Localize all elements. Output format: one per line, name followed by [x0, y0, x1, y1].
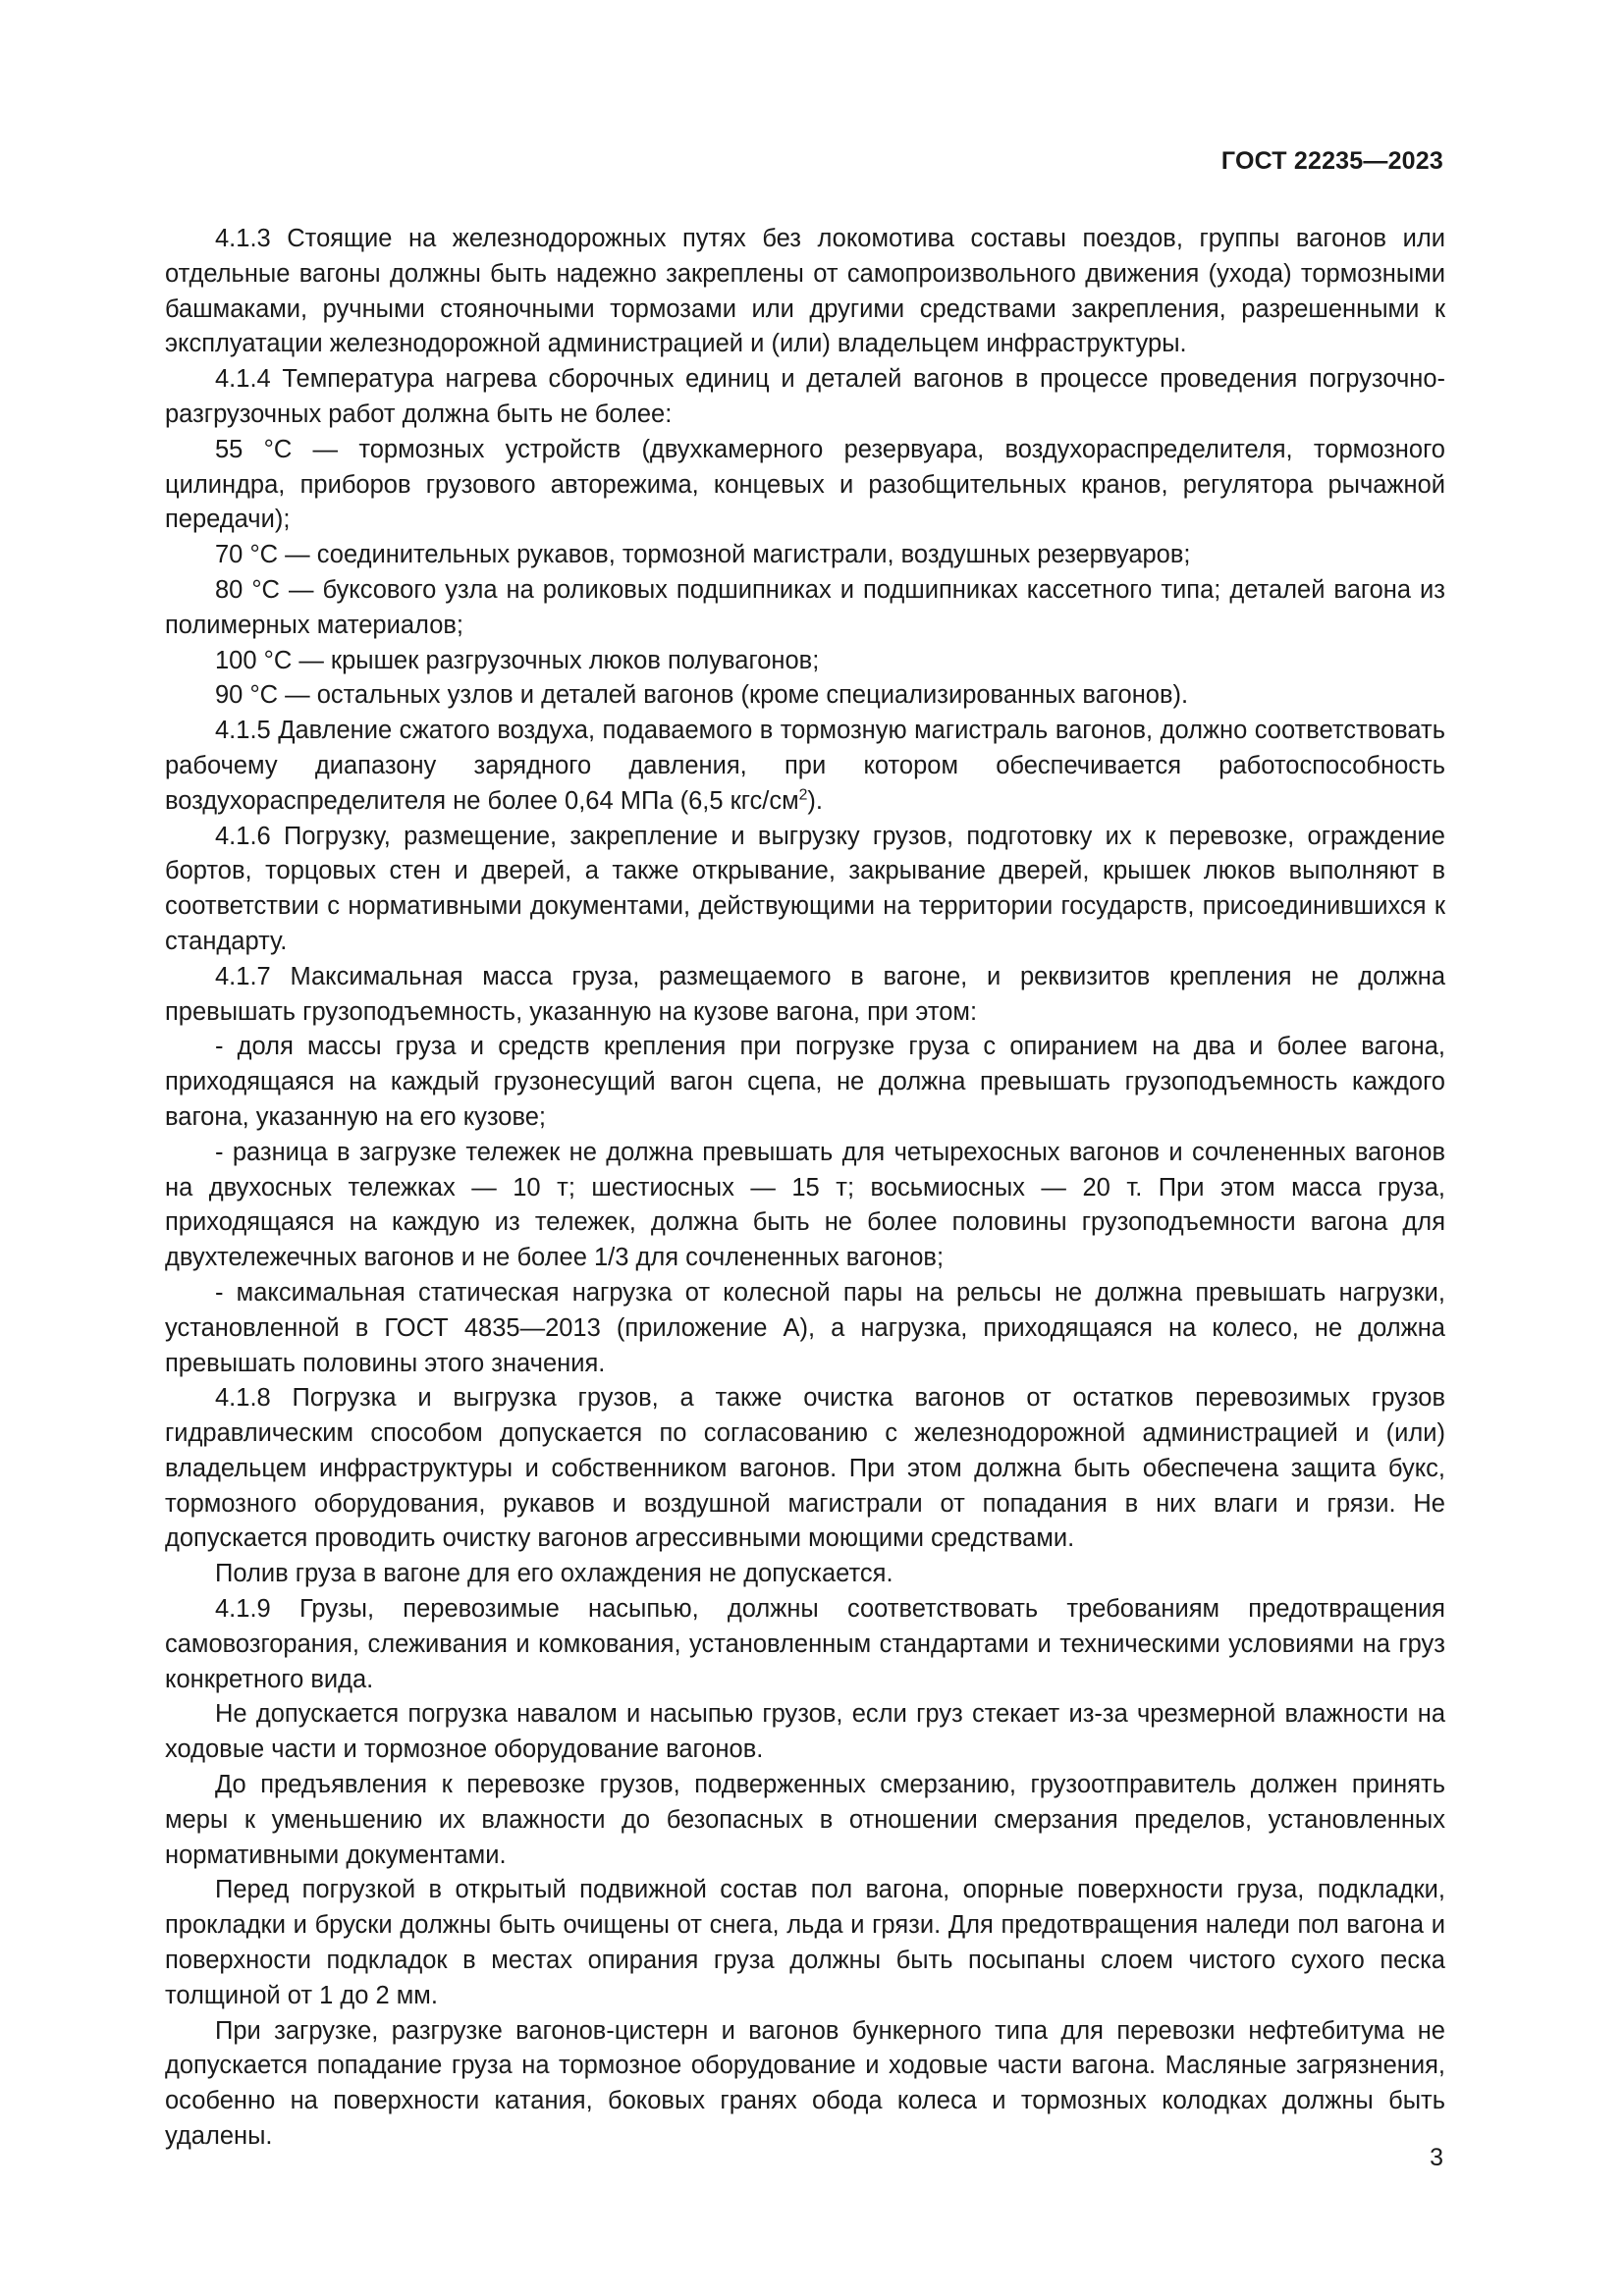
paragraph-floor-cleaning: Перед погрузкой в открытый подвижной состав пол вагона, опорные поверхности груза, подкладки, прокладки и бруски должны быть очищены от снега, льда и грязи. Для предотвращения наледи пол вагона и поверхности подкладок в местах опирания груза должны быть посыпаны слоем чистого сухого песка толщиной от 1 до 2 мм. [165, 1876, 1445, 2009]
page-number: 3 [1430, 2144, 1443, 2171]
list-item-70c: 70 °С — соединительных рукавов, тормозной магистрали, воздушных резервуаров; [215, 541, 1191, 569]
list-item-100c: 100 °С — крышек разгрузочных люков полувагонов; [215, 646, 820, 674]
paragraph-freezing: До предъявления к перевозке грузов, подверженных смерзанию, грузоотправитель должен принять меры к уменьшению их влажности до безопасных в отношении смерзания пределов, установленных нормативными документами. [165, 1771, 1445, 1869]
paragraph-bulk-loading: Не допускается погрузка навалом и насыпью грузов, если груз стекает из-за чрезмерной влажности на ходовые части и тормозное оборудование вагонов. [165, 1700, 1445, 1764]
paragraph-watering: Полив груза в вагоне для его охлаждения не допускается. [215, 1560, 893, 1588]
list-item-bogie-load: - разница в загрузке тележек не должна превышать для четырехосных вагонов и сочлененных вагонов на двухосных тележках — 10 т; шестиосных — 15 т; восьмиосных — 20 т. При этом масса груза, приходящаяся на каждую из тележек, должна быть не более половины грузоподъемности вагона для двухтележечных вагонов и не более 1/3 для сочлененных вагонов; [165, 1138, 1445, 1272]
list-item-90c: 90 °С — остальных узлов и деталей вагонов (кроме специализированных вагонов). [215, 681, 1189, 710]
document-body [165, 222, 1445, 2155]
paragraph-4-1-5-end: ). [807, 786, 823, 815]
paragraph-4-1-7: 4.1.7 Максимальная масса груза, размещаемого в вагоне, и реквизитов крепления не должна превышать грузоподъемность, указанную на кузове вагона, при этом: [165, 962, 1445, 1026]
paragraph-4-1-3: 4.1.3 Стоящие на железнодорожных путях без локомотива составы поездов, группы вагонов или отдельные вагоны должны быть надежно закреплены от самопроизвольного движения (ухода) тормозными башмаками, ручными стояночными тормозами или другими средствами закрепления, разрешенными к эксплуатации железнодорожной администрацией и (или) владельцем инфраструктуры. [165, 225, 1445, 358]
paragraph-tank-cars: При загрузке, разгрузке вагонов-цистерн и вагонов бункерного типа для перевозки нефтебитума не допускается попадание груза на тормозное оборудование и ходовые части вагона. Масляные загрязнения, особенно на поверхности катания, боковых гранях обода колеса и тормозных колодках должны быть удалены. [165, 2016, 1445, 2151]
superscript-2: 2 [798, 786, 808, 804]
list-item-80c: 80 °С — буксового узла на роликовых подшипниках и подшипниках кассетного типа; деталей вагона из полимерных материалов; [165, 575, 1445, 639]
list-item-axle-load: - максимальная статическая нагрузка от колесной пары на рельсы не должна превышать нагрузки, установленной в ГОСТ 4835—2013 (приложение А), а нагрузка, приходящаяся на колесо, не должна превышать половины этого значения. [165, 1278, 1445, 1377]
paragraph-4-1-8: 4.1.8 Погрузка и выгрузка грузов, а также очистка вагонов от остатков перевозимых грузов гидравлическим способом допускается по согласованию с железнодорожной администрацией и (или) владельцем инфраструктуры и собственником вагонов. При этом должна быть обеспечена защита букс, тормозного оборудования, рукавов и воздушной магистрали от попадания в них влаги и грязи. Не допускается проводить очистку вагонов агрессивными моющими средствами. [165, 1384, 1445, 1553]
paragraph-4-1-6: 4.1.6 Погрузку, размещение, закрепление и выгрузку грузов, подготовку их к перевозке, ограждение бортов, торцовых стен и дверей, а также открывание, закрывание дверей, крышек люков выполняют в соответствии с нормативными документами, действующими на территории государств, присоединившихся к стандарту. [165, 822, 1445, 955]
paragraph-4-1-4: 4.1.4 Температура нагрева сборочных единиц и деталей вагонов в процессе проведения погрузочно-разгрузочных работ должна быть не более: [165, 365, 1445, 428]
paragraph-4-1-5-text: 4.1.5 Давление сжатого воздуха, подаваемого в тормозную магистраль вагонов, должно соответствовать рабочему диапазону зарядного давления, при котором обеспечивается работоспособность воздухораспределителя не более 0,64 МПа (6,5 кгс/см [165, 717, 1445, 815]
list-item-mass-share: - доля массы груза и средств крепления при погрузке груза с опиранием на два и более вагона, приходящаяся на каждый грузонесущий вагон сцепа, не должна превышать грузоподъемность каждого вагона, указанную на его кузове; [165, 1033, 1445, 1131]
standard-designation: ГОСТ 22235—2023 [1220, 147, 1443, 175]
list-item-55c: 55 °С — тормозных устройств (двухкамерного резервуара, воздухораспределителя, тормозного цилиндра, приборов грузового авторежима, концевых и разобщительных кранов, регулятора рычажной передачи); [165, 435, 1445, 534]
paragraph-4-1-5 [165, 714, 1445, 819]
paragraph-4-1-9: 4.1.9 Грузы, перевозимые насыпью, должны соответствовать требованиям предотвращения самовозгорания, слеживания и комкования, установленным стандартами и техническими условиями на груз конкретного вида. [165, 1595, 1445, 1693]
